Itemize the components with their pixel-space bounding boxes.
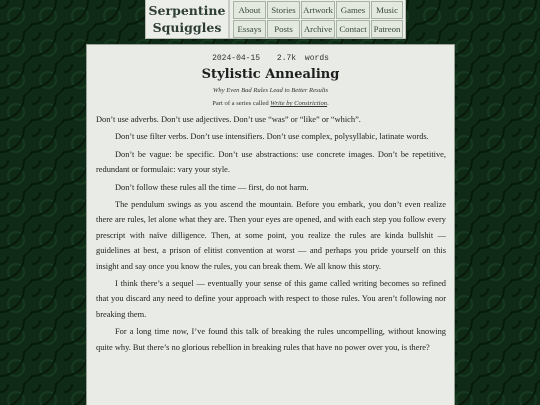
article-word-count: 2.7k words: [276, 54, 329, 63]
site-title-line2[interactable]: Squiggles: [152, 20, 222, 35]
site-title-line1[interactable]: Serpentine: [148, 3, 226, 18]
article-title: Stylistic Annealing: [201, 67, 340, 82]
article-panel: [86, 44, 455, 405]
paragraph: Don’t be vague: be specific. Don’t use abstractions: use concrete images. Don’t be repetitive, redundant or formulaic: vary your style.: [96, 149, 446, 175]
paragraph: Don’t use adverbs. Don’t use adjectives. Don’t use “was” or “like” or “which”.: [96, 115, 361, 124]
series-link[interactable]: Write by Constriction: [270, 100, 328, 107]
article-meta: [87, 54, 454, 63]
nav-contact[interactable]: Contact: [336, 20, 370, 38]
series-prefix: Part of a series called: [212, 100, 271, 107]
nav-archive[interactable]: Archive: [301, 20, 335, 38]
site-header: [145, 0, 406, 39]
paragraph: For a long time now, I’ve found this talk of breaking the rules uncompelling, without knowing quite why. But there’s no glorious rebellion in breaking rules that have no power over you, is there?: [96, 327, 446, 352]
nav-patreon[interactable]: Patreon: [371, 20, 403, 38]
nav-artwork[interactable]: Artwork: [301, 1, 335, 19]
nav-menu: [230, 0, 405, 38]
nav-essays[interactable]: Essays: [233, 20, 266, 38]
paragraph: I think there’s a sequel — eventually your sense of this game called writing becomes so refined that you discard any need to define your approach with respect to those rules. You aren’t following nor breaking them.: [96, 279, 446, 319]
series-note: [87, 100, 454, 107]
paragraph: Don’t follow these rules all the time — first, do not harm.: [115, 182, 309, 192]
article-body: [87, 112, 454, 355]
article-date: 2024-04-15: [212, 54, 261, 63]
paragraph: The pendulum swings as you ascend the mountain. Before you embark, you don’t even realize there are rules, let alone what they are. Then your eyes are opened, and with each step you follow every prescript with naïve dilligence. Then, at some point, you realize the rules are kinda bullshit — guidelines at best, a prison of elitist convention at worst — and perhaps you pride yourself on this insight and say once you know the rules, you can break them. We all know this story.: [96, 200, 446, 271]
nav-posts[interactable]: Posts: [267, 20, 300, 38]
article-subtitle: Why Even Bad Rules Lead to Better Results: [212, 87, 329, 94]
nav-music[interactable]: Music: [371, 1, 403, 19]
nav-games[interactable]: Games: [336, 1, 370, 19]
site-title[interactable]: [146, 0, 230, 38]
nav-stories[interactable]: Stories: [267, 1, 300, 19]
paragraph: Don’t use filter verbs. Don’t use intensifiers. Don’t use complex, polysyllabic, latinate words.: [115, 132, 429, 142]
nav-about[interactable]: About: [233, 1, 266, 19]
series-suffix: .: [327, 100, 329, 107]
